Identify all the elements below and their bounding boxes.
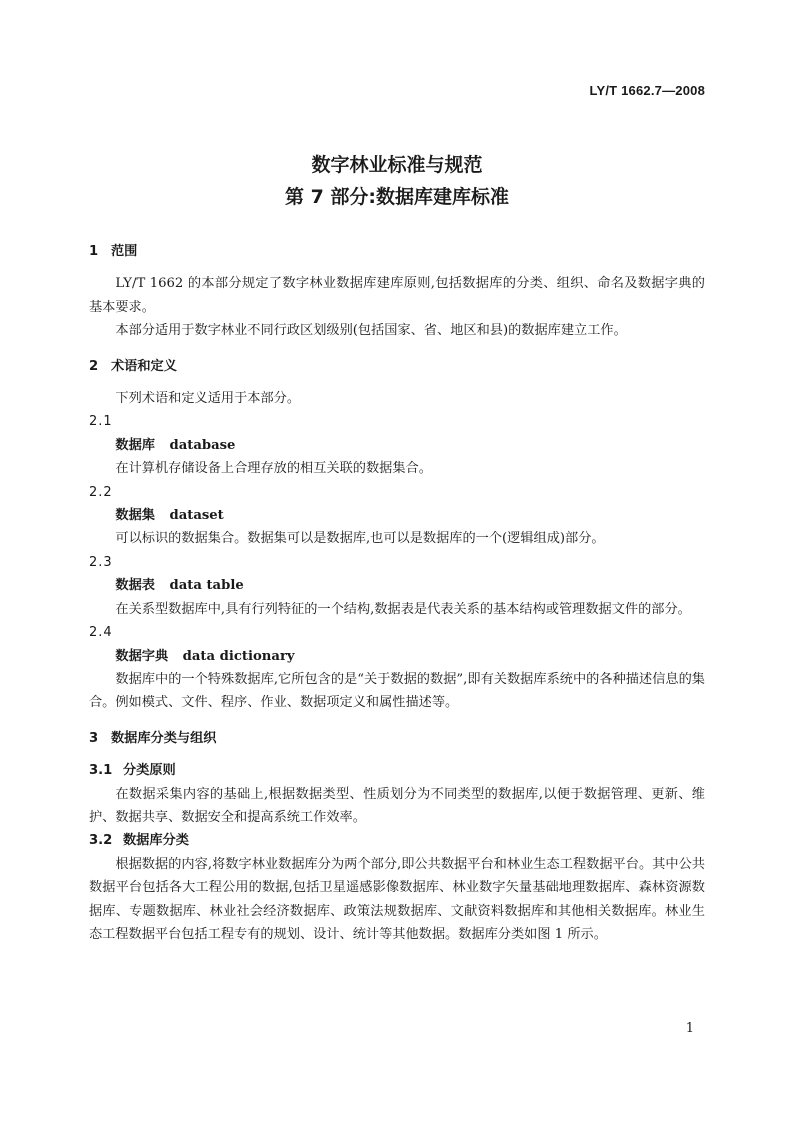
term-definition: 在计算机存储设备上合理存放的相互关联的数据集合。 <box>115 461 432 477</box>
document-subtitle: 第 7 部分:数据库建库标准 <box>284 186 510 208</box>
document-title: 数字林业标准与规范 <box>311 154 483 176</box>
paragraph: 本部分适用于数字林业不同行政区划级别(包括国家、省、地区和县)的数据库建立工作。 <box>115 323 627 339</box>
paragraph: LY/T 1662 的本部分规定了数字林业数据库建库原则,包括数据库的分类、组织、命名及数据字典的基本要求。 <box>89 276 705 315</box>
standard-code: LY/T 1662.7—2008 <box>589 83 705 98</box>
paragraph: 根据数据的内容,将数字林业数据库分为两个部分,即公共数据平台和林业生态工程数据平台。其中公共数据平台包括各大工程公用的数据,包括卫星遥感影像数据库、林业数字矢量基础地理数据库、森林资源数据库、专题数据库、林业社会经济数据库、政策法规数据库、文献资料数据库和其他相关数据库。林业生态工程数据平台包括工程专有的规划、设计、统计等其他数据。数据库分类如图 1 所示。 <box>89 856 705 942</box>
section-heading: 2 术语和定义 <box>89 358 177 374</box>
subsection-heading: 3.2 数据库分类 <box>89 833 189 849</box>
section-heading: 3 数据库分类与组织 <box>89 730 217 746</box>
clause-number: 2.1 <box>89 414 113 430</box>
document-body <box>89 240 705 946</box>
paragraph: 下列术语和定义适用于本部分。 <box>115 391 301 407</box>
term-definition: 在关系型数据库中,具有行列特征的一个结构,数据表是代表关系的基本结构或管理数据文件的部分。 <box>115 601 691 617</box>
clause-number: 2.4 <box>89 625 113 641</box>
subsection-heading: 3.1 分类原则 <box>89 763 176 779</box>
term-entry: 数据字典 data dictionary <box>115 648 295 664</box>
term-definition: 可以标识的数据集合。数据集可以是数据库,也可以是数据库的一个(逻辑组成)部分。 <box>115 531 605 547</box>
section-heading: 1 范围 <box>89 244 138 259</box>
page-number: 1 <box>685 1021 694 1036</box>
paragraph: 在数据采集内容的基础上,根据数据类型、性质划分为不同类型的数据库,以便于数据管理、更新、维护、数据共享、数据安全和提高系统工作效率。 <box>89 786 705 825</box>
clause-number: 2.3 <box>89 554 113 570</box>
term-entry: 数据库 database <box>115 437 236 453</box>
clause-number: 2.2 <box>89 484 113 500</box>
term-entry: 数据表 data table <box>115 578 244 594</box>
term-definition: 数据库中的一个特殊数据库,它所包含的是“关于数据的数据”,即有关数据库系统中的各种描述信息的集合。例如模式、文件、程序、作业、数据项定义和属性描述等。 <box>89 671 705 711</box>
term-entry: 数据集 dataset <box>115 508 224 524</box>
